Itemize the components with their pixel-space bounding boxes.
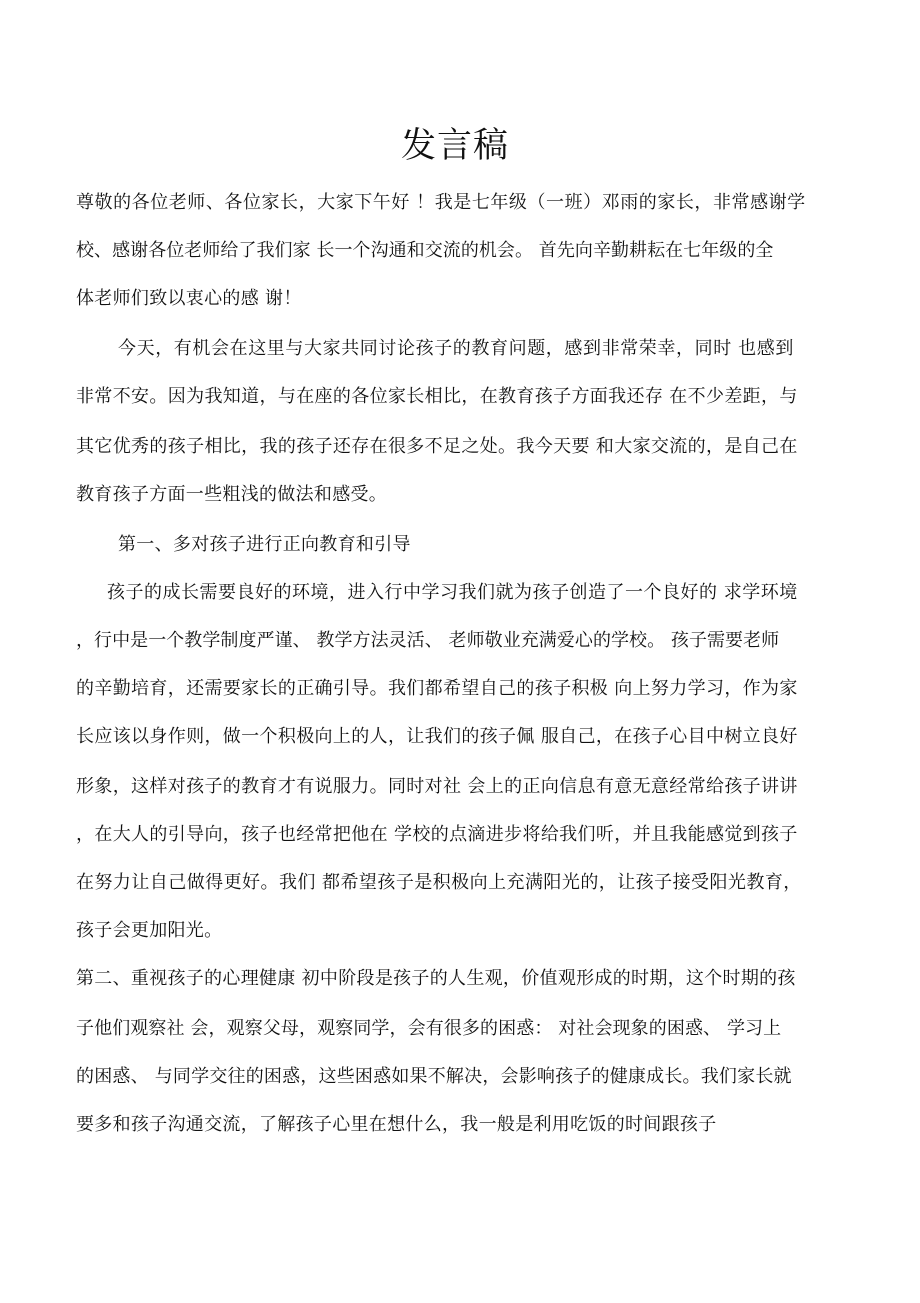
text-line: 子他们观察社 会，观察父母，观察同学，会有很多的困惑： 对社会现象的困惑、 学习上 [76,1018,782,1039]
text-line: 要多和孩子沟通交流，了解孩子心里在想什么，我一般是利用吃饭的时间跟孩子 [76,1114,717,1135]
text-line: 体老师们致以衷心的感 谢！ [76,288,302,309]
text-line: 长应该以身作则，做一个积极向上的人，让我们的孩子佩 服自己，在孩子心目中树立良好 [76,726,798,747]
text-line: 孩子会更加阳光。 [76,920,223,941]
text-line: 第二、重视孩子的心理健康 初中阶段是孩子的人生观，价值观形成的时期，这个时期的孩 [76,968,796,989]
text-line: 在努力让自己做得更好。我们 都希望孩子是积极向上充满阳光的，让孩子接受阳光教育， [76,872,802,893]
text-line: 今天，有机会在这里与大家共同讨论孩子的教育问题，感到非常荣幸，同时 也感到 [118,338,794,359]
text-line: 形象，这样对孩子的教育才有说服力。同时对社 会上的正向信息有意无意经常给孩子讲讲 [76,776,798,797]
text-line: 教育孩子方面一些粗浅的做法和感受。 [76,484,388,505]
text-line: 尊敬的各位老师、各位家长，大家下午好 ！我是七年级（一班）邓雨的家长，非常感谢学 [76,192,806,213]
text-line: ，在大人的引导向，孩子也经常把他在 学校的点滴进步将给我们听，并且我能感觉到孩子 [76,824,798,845]
text-line: 孩子的成长需要良好的环境，进入行中学习我们就为孩子创造了一个良好的 求学环境 [107,582,798,603]
text-line: 的困惑、 与同学交往的困惑，这些困惑如果不解决，会影响孩子的健康成长。我们家长就 [76,1066,792,1087]
text-line: 非常不安。因为我知道，与在座的各位家长相比，在教育孩子方面我还存 在不少差距，与 [76,386,798,407]
text-line: 其它优秀的孩子相比，我的孩子还存在很多不足之处。我今天要 和大家交流的，是自己在 [76,436,798,457]
text-line: 校、感谢各位老师给了我们家 长一个沟通和交流的机会。 首先向辛勤耕耘在七年级的全 [76,240,774,261]
text-line: 的辛勤培育，还需要家长的正确引导。我们都希望自己的孩子积极 向上努力学习，作为家 [76,678,798,699]
text-line: ，行中是一个教学制度严谨、 教学方法灵活、 老师敬业充满爱心的学校。 孩子需要老师 [76,630,780,651]
section-heading: 第一、多对孩子进行正向教育和引导 [118,534,411,555]
document-title: 发言稿 [400,126,509,166]
